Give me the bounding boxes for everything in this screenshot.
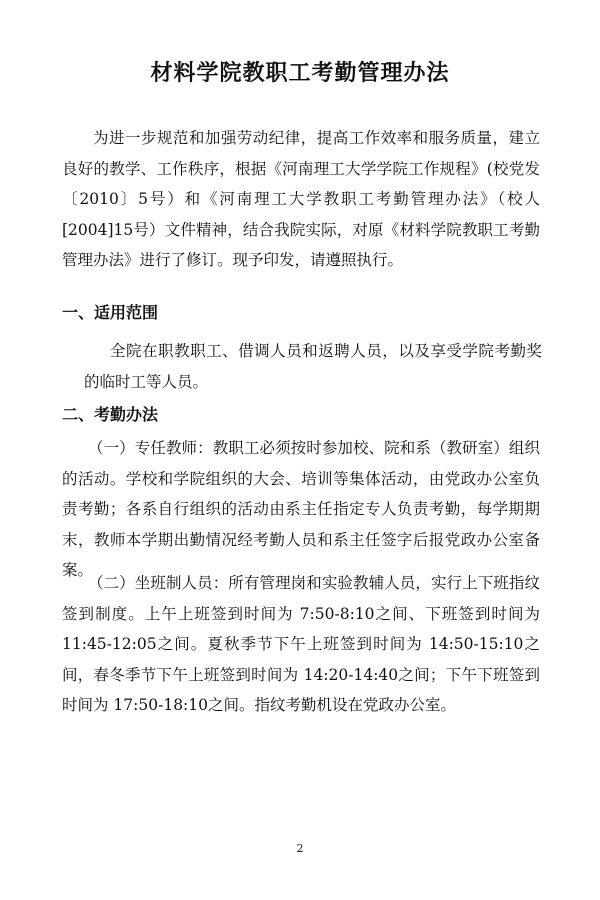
intro-paragraph: 为进一步规范和加强劳动纪律，提高工作效率和服务质量，建立良好的教学、工作秩序，根据《河南理工大学学院工作规程》(校党发〔2010〕5号）和《河南理工大学教职工考勤管理办法》（校人[2004]15号）文件精神，结合我院实际，对原《材料学院教职工考勤管理办法》进行了修订。现予印发，请遵照执行。 (62, 129, 540, 269)
attendance-paragraph-teachers: （一）专任教师：教职工必须按时参加校、院和系（教研室）组织的活动。学校和学院组织的大会、培训等集体活动，由党政办公室负责考勤；各系自行组织的活动由系主任指定专人负责考勤，每学期期末，教师本学期出勤情况经考勤人员和系主任签字后报党政办公室备案。 (62, 439, 540, 579)
section-heading-attendance: 二、考勤办法 (62, 405, 159, 424)
section-heading-scope: 一、适用范围 (62, 303, 159, 322)
page-number: 2 (296, 842, 304, 855)
document-title: 材料学院教职工考勤管理办法 (150, 61, 450, 86)
scope-paragraph: 全院在职教职工、借调人员和返聘人员，以及享受学院考勤奖的临时工等人员。 (84, 342, 542, 391)
attendance-paragraph-office-staff: （二）坐班制人员：所有管理岗和实验教辅人员，实行上下班指纹签到制度。上午上班签到时间为 7:50-8:10之间、下班签到时间为 11:45-12:05之间。夏秋季节下午上班签到时间为 14:50-15:10之间，春冬季节下午上班签到时间为 14:20-14:40之间；下午下班签到时间为 17:50-18:10之间。指纹考勤机设在党政办公室。 (62, 574, 540, 714)
